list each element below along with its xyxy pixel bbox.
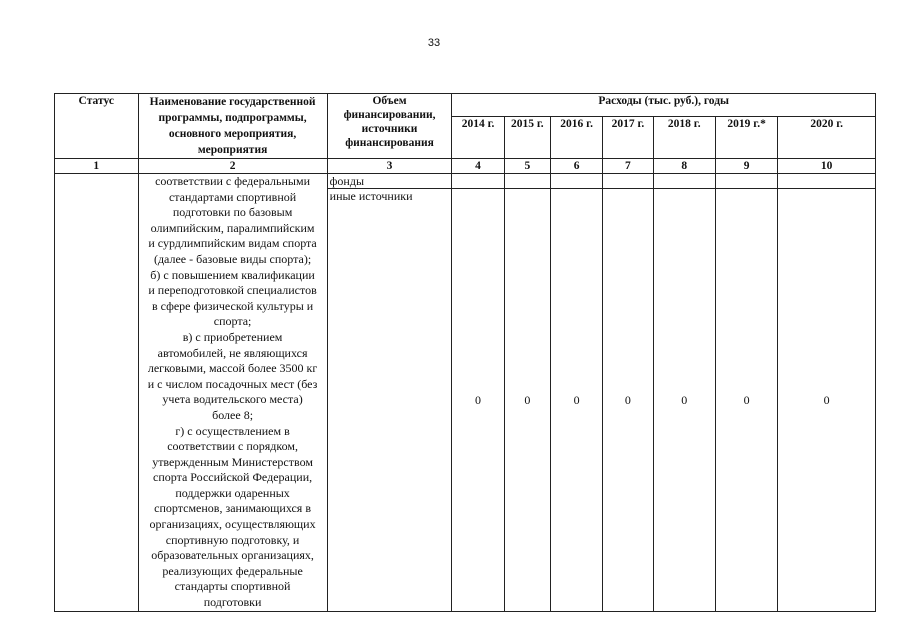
value-2015: 0 bbox=[504, 189, 550, 611]
column-number: 3 bbox=[327, 159, 452, 174]
source-other: иные источники bbox=[327, 189, 452, 611]
header-year: 2015 г. bbox=[504, 117, 550, 159]
value-2020: 0 bbox=[778, 189, 876, 611]
description-line: более 8; bbox=[212, 407, 254, 422]
description-line: в сфере физической культуры и bbox=[151, 298, 314, 313]
column-number: 8 bbox=[653, 159, 715, 174]
description-line: (далее - базовые виды спорта); bbox=[153, 251, 312, 266]
description-line: подготовки bbox=[203, 595, 262, 610]
description-line: стандартами спортивной bbox=[168, 189, 297, 204]
value-2017: 0 bbox=[603, 189, 653, 611]
empty-cell bbox=[653, 174, 715, 189]
status-cell bbox=[55, 174, 139, 612]
budget-table-wrapper bbox=[54, 93, 876, 612]
description-line: и переподготовкой специалистов bbox=[148, 283, 317, 298]
value-2018: 0 bbox=[653, 189, 715, 611]
column-number: 9 bbox=[715, 159, 777, 174]
description-line: легковыми, массой более 3500 кг bbox=[147, 361, 318, 376]
description-line: и сурдлимпийским видам спорта bbox=[148, 236, 317, 251]
header-year: 2019 г.* bbox=[715, 117, 777, 159]
header-row-1 bbox=[55, 94, 876, 117]
description-line: б) с повышением квалификации bbox=[150, 267, 315, 282]
empty-cell bbox=[550, 174, 602, 189]
empty-cell bbox=[504, 174, 550, 189]
column-number: 5 bbox=[504, 159, 550, 174]
description-line: организациях, осуществляющих bbox=[149, 517, 316, 532]
header-year: 2018 г. bbox=[653, 117, 715, 159]
empty-cell bbox=[715, 174, 777, 189]
value-2014: 0 bbox=[452, 189, 504, 611]
description-line: и с числом посадочных мест (без bbox=[147, 376, 318, 391]
column-number: 1 bbox=[55, 159, 139, 174]
column-number: 10 bbox=[778, 159, 876, 174]
header-financing-volume: Объем финансировании, источники финансирования bbox=[327, 94, 452, 159]
description-line: г) с осуществлением в bbox=[175, 423, 290, 438]
description-line: олимпийским, паралимпийским bbox=[150, 220, 315, 235]
description-line: образовательных организациях, bbox=[151, 548, 314, 563]
column-number-row bbox=[55, 159, 876, 174]
header-program-name: Наименование государственной программы, подпрограммы, основного мероприятия, мероприятия bbox=[138, 94, 327, 159]
measure-description-lines bbox=[141, 174, 325, 611]
description-line: подготовки по базовым bbox=[172, 205, 293, 220]
description-line: стандарты спортивной bbox=[174, 579, 291, 594]
description-line: спортивную подготовку, и bbox=[165, 532, 300, 547]
page-number: 33 bbox=[427, 37, 441, 49]
column-number: 6 bbox=[550, 159, 602, 174]
value-2016: 0 bbox=[550, 189, 602, 611]
budget-table bbox=[54, 93, 876, 612]
header-year: 2014 г. bbox=[452, 117, 504, 159]
column-number: 2 bbox=[138, 159, 327, 174]
description-line: учета водительского места) bbox=[162, 392, 303, 407]
description-line: спортсменов, занимающихся в bbox=[154, 501, 311, 516]
value-2019: 0 bbox=[715, 189, 777, 611]
empty-cell bbox=[452, 174, 504, 189]
measure-description bbox=[138, 174, 327, 612]
description-line: спорта; bbox=[213, 314, 252, 329]
description-line: соответствии с порядком, bbox=[167, 439, 298, 454]
header-year: 2020 г. bbox=[778, 117, 876, 159]
description-line: соответствии с федеральными bbox=[155, 174, 311, 188]
column-number: 4 bbox=[452, 159, 504, 174]
header-year: 2017 г. bbox=[603, 117, 653, 159]
funds-row bbox=[55, 174, 876, 189]
empty-cell bbox=[778, 174, 876, 189]
description-line: автомобилей, не являющихся bbox=[157, 345, 308, 360]
description-line: поддержки одаренных bbox=[175, 485, 290, 500]
description-line: реализующих федеральные bbox=[162, 563, 303, 578]
source-funds: фонды bbox=[327, 174, 452, 189]
description-line: в) с приобретением bbox=[182, 329, 283, 344]
description-line: утвержденным Министерством bbox=[152, 454, 313, 469]
header-expenses: Расходы (тыс. руб.), годы bbox=[452, 94, 876, 117]
description-line: спорта Российской Федерации, bbox=[153, 470, 313, 485]
header-year: 2016 г. bbox=[550, 117, 602, 159]
header-status: Статус bbox=[55, 94, 139, 159]
column-number: 7 bbox=[603, 159, 653, 174]
empty-cell bbox=[603, 174, 653, 189]
